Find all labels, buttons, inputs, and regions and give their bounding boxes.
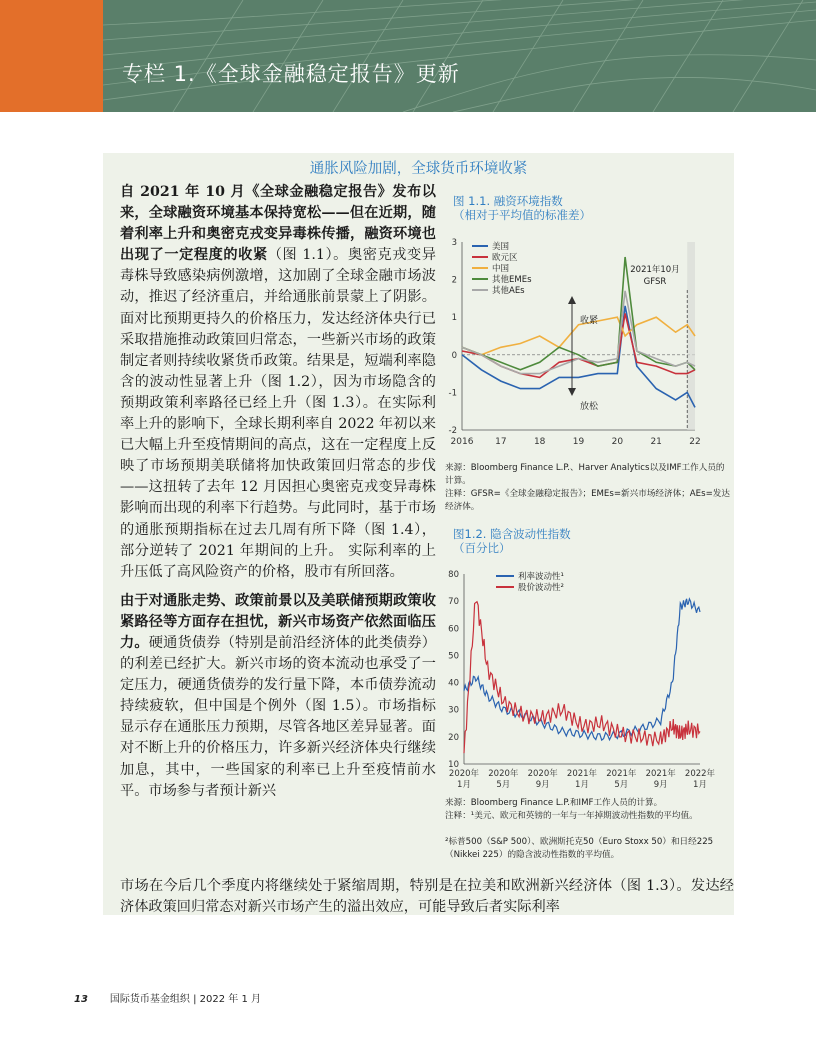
body-text-full-width: 市场在今后几个季度内将继续处于紧缩周期，特别是在拉美和欧洲新兴经济体（图 1.3）。发达经济体政策回归常态对新兴市场产生的溢出效应，可能导致后者实际利率: [120, 878, 734, 916]
figure-2-chart: [440, 560, 732, 796]
figure-1-note: 注释：GFSR=《全球金融稳定报告》；EMEs=新兴市场经济体；AEs=发达经济体。: [445, 489, 730, 512]
x-tick-label: 21: [650, 437, 662, 447]
series-line-利率波动性¹: [464, 599, 700, 740]
arrow-up-head: [568, 296, 576, 304]
x-tick-label: 2016: [450, 437, 474, 447]
y-tick-label: 1: [451, 313, 457, 324]
arrow-down-head: [568, 388, 576, 396]
x-tick-label: 2020年: [448, 769, 480, 779]
box-header-title: 专栏 1.《全球金融稳定报告》更新: [122, 62, 460, 86]
page-header: [0, 0, 816, 112]
x-tick-label: 9月: [653, 780, 668, 790]
x-tick-label: 2020年: [527, 769, 558, 779]
series-line-欧元区: [462, 313, 695, 377]
box-title: 通胀风险加剧，全球货币环境收紧: [309, 161, 528, 177]
figure-2-source: 来源：Bloomberg Finance L.P.和IMF工作人员的计算。: [445, 798, 663, 808]
figure-1-subtitle: （相对于平均值的标准差）: [453, 208, 591, 222]
x-tick-label: 2021年: [645, 769, 676, 779]
paragraph-1: [120, 182, 436, 583]
x-tick-label: 18: [533, 437, 546, 447]
legend-label-中国: 中国: [492, 264, 510, 274]
x-tick-label: 5月: [614, 780, 629, 790]
y-tick-label: -1: [448, 388, 457, 399]
y-tick-label: 60: [448, 624, 459, 635]
legend-label-欧元区: 欧元区: [492, 253, 518, 263]
x-tick-label: 9月: [535, 780, 550, 790]
x-tick-label: 2021年: [566, 769, 598, 779]
figure-2-title: 图1.2. 隐含波动性指数: [453, 527, 571, 541]
header-accent: [0, 0, 103, 112]
x-tick-label: 2022年: [684, 769, 716, 779]
series-line-中国: [462, 317, 695, 355]
paragraph-2-lead: 由于对通胀走势、政策前景以及美联储预期政策收紧路径等方面存在担忧，新兴市场资产依然面临压力。: [120, 592, 436, 651]
x-tick-label: 5月: [496, 780, 511, 790]
x-tick-label: 17: [495, 437, 507, 447]
gfsr-annotation-line: 2021年10月: [630, 265, 680, 275]
page-number: 13: [74, 994, 88, 1005]
y-tick-label: -2: [448, 426, 457, 436]
y-tick-label: 0: [451, 350, 457, 361]
y-tick-label: 20: [448, 732, 459, 743]
y-tick-label: 40: [448, 678, 459, 689]
legend-label-美国: 美国: [492, 242, 510, 252]
y-tick-label: 70: [448, 597, 459, 608]
legend-label-其他AEs: 其他AEs: [492, 286, 525, 296]
paragraph-2-body: 硬通货债券（特别是前沿经济体的此类债券）的利差已经扩大。新兴市场的资本流动也承受了一定压力，硬通货债券的发行量下降，本币债券流动持续疲软，但中国是个例外（图 1.5）。市场指标显示存在通胀压力预期，尽管各地区差异显著。面对不断上升的价格压力，许多新兴经济体央行继续加息，其中，一些国家的利率已上升至疫情前水平。市场参与者预计新兴: [120, 634, 436, 799]
y-tick-label: 50: [448, 651, 459, 662]
y-tick-label: 80: [448, 570, 459, 580]
header-pattern: [103, 0, 816, 112]
x-tick-label: 1月: [575, 780, 589, 790]
x-tick-label: 1月: [693, 780, 707, 790]
y-tick-label: 10: [448, 760, 459, 770]
figure-2-note-2: ²标普500（S&P 500）、欧洲斯托克50（Euro Stoxx 50）和日经225（Nikkei 225）的隐含波动性指数的平均值。: [445, 837, 714, 860]
figure-2-note-1: 注释：¹美元、欧元和英镑的一年与一年掉期波动性指数的平均值。: [445, 811, 698, 821]
series-line-股价波动性²: [464, 602, 700, 753]
legend-label-其他EMEs: 其他EMEs: [492, 275, 532, 285]
x-tick-label: 22: [689, 437, 701, 447]
figure-2-subtitle: （百分比）: [453, 541, 511, 555]
legend-label-利率波动性¹: 利率波动性¹: [518, 572, 564, 582]
x-tick-label: 2020年: [488, 769, 519, 779]
footer-text: 国际货币基金组织 | 2022 年 1 月: [109, 994, 261, 1005]
paragraph-1-body: （图 1.1）。奥密克戎变异毒株导致感染病例激增，这加剧了全球金融市场波动，推迟了经济重启，并给通胀前景蒙上了阴影。面对比预期更持久的价格压力，发达经济体央行已采取措施推动政策回归常态，一些新兴市场的政策制定者则持续收紧货币政策。结果是，短端利率隐含的波动性显著上升（图 1.2），因为市场隐含的预期政策利率路径已经上升（图 1.3）。在实际利率上升的影响下，全球长期利率自 2022 年初以来已大幅上升至疫情期间的高点，这在一定程度上反映了市场预期美联储将加快政策回归常态的步伐——这扭转了去年 12 月因担心奥密克戎变异毒株影响而出现的利率下行趋势。与此同时，基于市场的通胀预期指标在过去几周有所下降（图 1.4），部分逆转了 2021 年期间的上升。 实际利率的上升压低了高风险资产的价格，股市有所回落。: [120, 247, 436, 580]
y-tick-label: 30: [448, 705, 459, 716]
label-easing: 放松: [580, 402, 599, 412]
x-tick-label: 1月: [457, 780, 471, 790]
body-text-column: [120, 182, 436, 810]
paragraph-1-lead: 自 2021 年 10 月《全球金融稳定报告》发布以来，全球融资环境基本保持宽松——但在近期，随着利率上升和奥密克戎变异毒株传播，融资环境也出现了一定程度的收紧: [120, 184, 436, 264]
x-tick-label: 20: [611, 437, 624, 447]
legend-label-股价波动性²: 股价波动性²: [518, 583, 564, 593]
x-tick-label: 2021年: [606, 769, 637, 779]
label-tightening: 收紧: [580, 316, 599, 326]
page-footer: [74, 990, 261, 1005]
gfsr-annotation-line: GFSR: [643, 277, 667, 287]
x-tick-label: 19: [572, 437, 585, 447]
figure-1-chart: [440, 228, 732, 454]
y-tick-label: 2: [451, 275, 457, 286]
y-tick-label: 3: [451, 238, 457, 248]
gfsr-period-band: [687, 242, 695, 430]
paragraph-2: [120, 591, 436, 802]
figure-1-source: 来源：Bloomberg Finance L.P.、Harver Analytics以及IMF工作人员的计算。: [445, 463, 725, 486]
figure-1-title: 图 1.1. 融资环境指数: [453, 194, 563, 208]
